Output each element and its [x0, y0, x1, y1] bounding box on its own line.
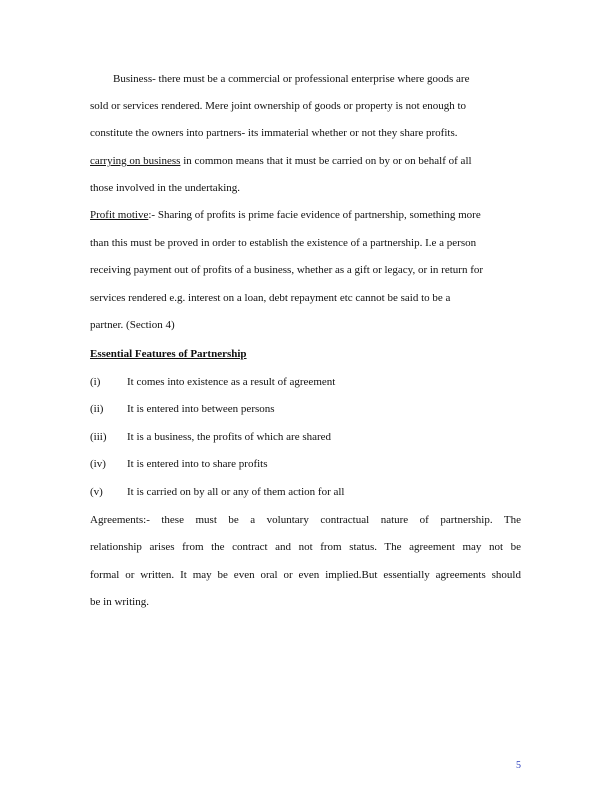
list-number: (i) — [90, 376, 101, 388]
list-number: (ii) — [90, 403, 104, 415]
text-line: services rendered e.g. interest on a loan, debt repayment etc cannot be said to be a — [90, 292, 451, 304]
carrying-on-business-term: carrying on business — [90, 155, 181, 167]
text-line: relationship arises from the contract and not from status. The agreement may not be — [90, 541, 521, 553]
profit-motive-term: Profit motive — [90, 209, 149, 221]
list-item — [90, 402, 521, 416]
list-number: (iii) — [90, 431, 107, 443]
list-number: (iv) — [90, 458, 106, 470]
text-span: in common means that it must be carried on by or on behalf of all — [180, 155, 472, 167]
list-text: It comes into existence as a result of agreement — [127, 376, 336, 388]
text-line: receiving payment out of profits of a business, whether as a gift or legacy, or in return for — [90, 264, 484, 276]
list-item — [90, 375, 521, 389]
list-item — [90, 430, 521, 444]
text-line: Agreements:- these must be a voluntary contractual nature of partnership. The — [90, 514, 521, 526]
list-text: It is a business, the profits of which are shared — [127, 431, 332, 443]
text-line: constitute the owners into partners- its immaterial whether or not they share profits. — [90, 127, 458, 139]
page-number: 5 — [516, 760, 521, 771]
text-line — [90, 208, 521, 222]
list-text: It is carried on by all or any of them action for all — [127, 486, 345, 498]
text-line: Business- there must be a commercial or professional enterprise where goods are — [113, 73, 470, 85]
section-heading: Essential Features of Partnership — [90, 348, 247, 360]
list-number: (v) — [90, 486, 103, 498]
text-line — [90, 154, 521, 168]
list-item — [90, 457, 521, 471]
text-line: sold or services rendered. Mere joint ownership of goods or property is not enough to — [90, 100, 467, 112]
list-text: It is entered into to share profits — [127, 458, 268, 470]
text-span: :- Sharing of profits is prime facie evidence of partnership, something more — [148, 209, 481, 221]
text-line: be in writing. — [90, 596, 149, 608]
list-item — [90, 485, 521, 499]
text-line: those involved in the undertaking. — [90, 182, 240, 194]
text-line: formal or written. It may be even oral or even implied.But essentially agreements should — [90, 569, 521, 581]
list-text: It is entered into between persons — [127, 403, 275, 415]
text-line: partner. (Section 4) — [90, 319, 175, 331]
text-line: than this must be proved in order to establish the existence of a partnership. I.e a person — [90, 237, 477, 249]
